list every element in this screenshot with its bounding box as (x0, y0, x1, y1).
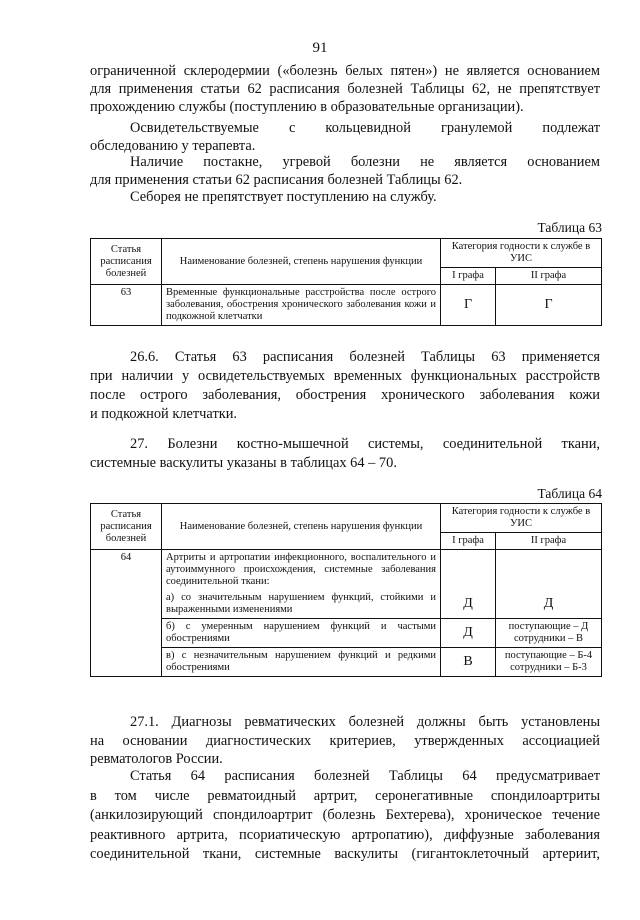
cell-name: Временные функциональные расстройства после острого заболевания, обострения хронического заболевания кожи и подкожной клетчатки (162, 285, 441, 326)
g2-line: сотрудники – Б-3 (510, 662, 587, 673)
header-g1: I графа (441, 533, 496, 550)
header-name: Наименование болезней, степень нарушения функции (162, 504, 441, 550)
cell-g2: Д (496, 590, 602, 619)
text-line: реактивного артрита, псориатическую артропатию), диффузные заболевания (90, 826, 600, 843)
header-category: Категория годности к службе в УИС (441, 504, 602, 533)
cell-g1: Д (441, 619, 496, 648)
table-row: в) с незначительным нарушением функций и редкими обострениями (162, 648, 441, 677)
paragraph-3 (90, 153, 600, 189)
header-g2: II графа (496, 533, 602, 550)
table-64 (90, 503, 602, 677)
text-line: ревматологов России. (90, 751, 223, 767)
header-category: Категория годности к службе в УИС (441, 239, 602, 268)
cell-g1: Г (441, 285, 496, 326)
paragraph-2 (90, 119, 600, 155)
text-line: системные васкулиты указаны в таблицах 64 – 70. (90, 455, 397, 471)
text-line: (анкилозирующий спондилоартрит (болезнь Бехтерева), хроническое течение (90, 807, 600, 823)
text-line: в том числе ревматоидный артрит, серонегативные спондилоартриты (90, 787, 600, 804)
text-line: прохождению службы (поступлению в образовательные организации). (90, 99, 524, 115)
header-name: Наименование болезней, степень нарушения функции (162, 239, 441, 285)
text-line: при наличии у освидетельствуемых временных функциональных расстройств (90, 368, 600, 384)
cell-empty (441, 550, 496, 591)
text-line: 26.6. Статья 63 расписания болезней Таблицы 63 применяется (130, 349, 600, 365)
table-63-caption: Таблица 63 (537, 220, 602, 235)
cell-g2 (496, 619, 602, 648)
g2-line: поступающие – Б-4 (504, 650, 593, 661)
text-line: и подкожной клетчатки. (90, 406, 238, 422)
paragraph-4: Себорея не препятствует поступлению на службу. (130, 189, 437, 205)
text-line: 27. Болезни костно-мышечной системы, соединительной ткани, (130, 436, 600, 452)
header-g1: I графа (441, 268, 496, 285)
header-g2: II графа (496, 268, 602, 285)
paragraph-7 (90, 713, 600, 769)
cell-g1: Д (441, 590, 496, 619)
table-row: а) со значительным нарушением функций, стойкими и выраженными изменениями (162, 590, 441, 619)
text-line: обследованию у терапевта. (90, 138, 256, 154)
text-line: соединительной ткани, системные васкулиты (гигантоклеточный артериит, (90, 846, 600, 862)
header-article: Статья расписания болезней (91, 504, 162, 550)
table-63 (90, 238, 602, 326)
g2-line: сотрудники – В (514, 633, 583, 644)
cell-intro: Артриты и артропатии инфекционного, воспалительного и аутоиммунного происхождения, системные заболевания соединительной ткани: (162, 550, 441, 591)
cell-g2: Г (496, 285, 602, 326)
text-line: 27.1. Диагнозы ревматических болезней должны быть установлены (130, 714, 600, 730)
text-line: Наличие постакне, угревой болезни не является основанием (130, 154, 600, 170)
text-line: для применения статьи 62 расписания болезней Таблицы 62, не препятствует (90, 81, 600, 97)
text-line: ограниченной склеродермии («болезнь белых пятен») не является основанием (90, 63, 600, 79)
g2-line: поступающие – Д (508, 621, 589, 632)
table-row: б) с умеренным нарушением функций и частыми обострениями (162, 619, 441, 648)
cell-g1: В (441, 648, 496, 677)
text-line: Статья 64 расписания болезней Таблицы 64 предусматривает (130, 768, 600, 784)
text-line: на основании диагностических критериев, утвержденных ассоциацией (90, 732, 600, 749)
cell-article: 64 (91, 550, 162, 677)
text-line: для применения статьи 62 расписания болезней Таблицы 62. (90, 172, 463, 188)
paragraph-8 (90, 767, 600, 865)
text-line: после острого заболевания, обострения хронического заболевания кожи (90, 387, 600, 403)
header-article: Статья расписания болезней (91, 239, 162, 285)
paragraph-1 (90, 62, 600, 116)
paragraph-5 (90, 348, 600, 424)
cell-g2 (496, 648, 602, 677)
table-64-caption: Таблица 64 (537, 486, 602, 501)
cell-empty (496, 550, 602, 591)
cell-article: 63 (91, 285, 162, 326)
paragraph-6 (90, 435, 600, 473)
page-number: 91 (312, 40, 328, 56)
text-line: Освидетельствуемые с кольцевидной гранулемой подлежат (130, 120, 600, 136)
